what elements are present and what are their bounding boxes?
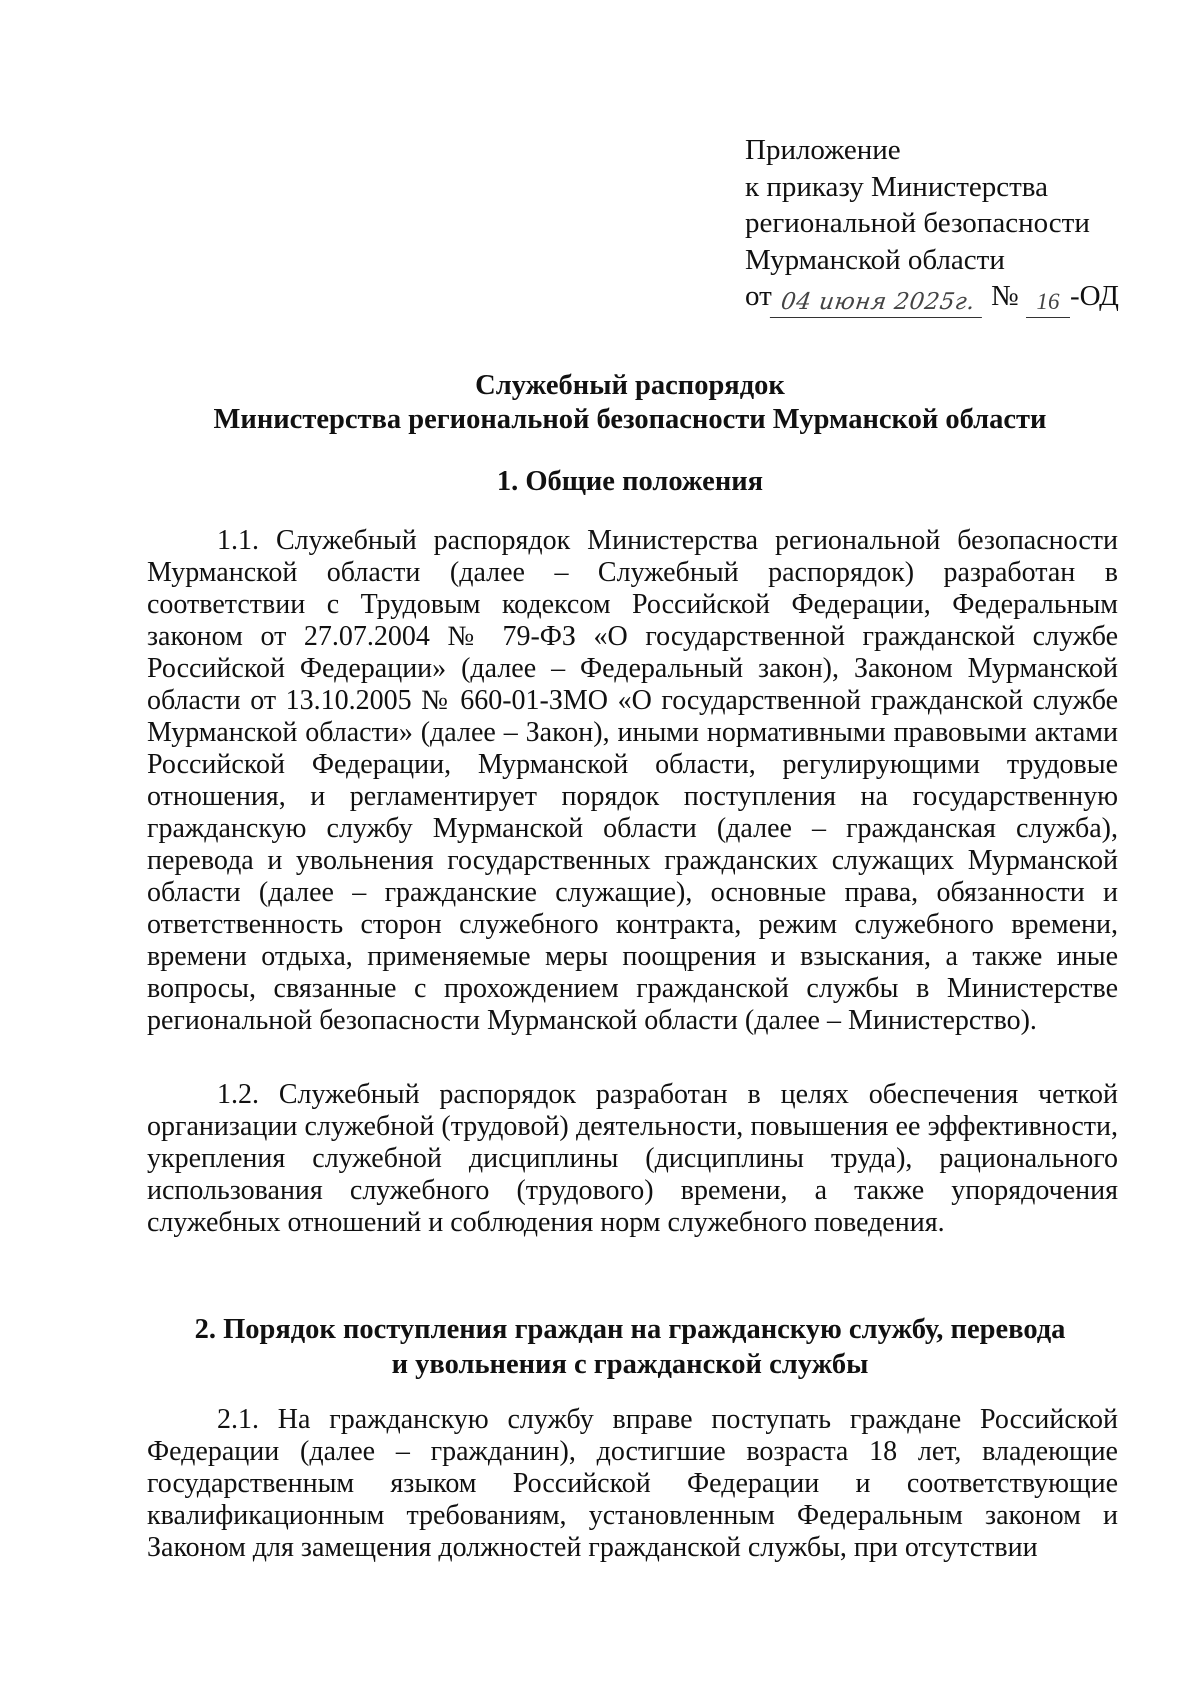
section-1-heading: 1. Общие положения — [496, 466, 764, 497]
section-2-heading-line-1: 2. Порядок поступления граждан на гражданскую службу, перевода — [194, 1314, 1066, 1345]
appendix-line-4: Мурманской области — [745, 243, 1005, 276]
appendix-line-1: Приложение — [745, 134, 901, 166]
document-title — [140, 369, 1120, 437]
appendix-block — [745, 132, 1165, 318]
paragraph-2-1 — [147, 1404, 1118, 1564]
handwritten-number: 16 — [1026, 287, 1070, 318]
paragraph-1-2 — [147, 1079, 1118, 1239]
appendix-line-3: региональной безопасности — [745, 207, 1090, 239]
date-prefix: от — [745, 280, 772, 312]
title-line-1: Служебный распорядок — [475, 370, 785, 401]
paragraph-2-1-text: 2.1. На гражданскую службу вправе поступать граждане Российской Федерации (далее – гражданин), достигшие возраста 18 лет, владеющие государственным языком Российской Федерации и соответствующие квалификационным требованиям, установленным Федеральным законом и Законом для замещения должностей гражданской службы, при отсутствии — [147, 1404, 1118, 1563]
appendix-line-2: к приказу Министерства — [745, 170, 1048, 203]
number-suffix: -ОД — [1069, 280, 1119, 312]
paragraph-1-1-text: 1.1. Служебный распорядок Министерства региональной безопасности Мурманской области (далее – Служебный распорядок) разработан в соответствии с Трудовым кодексом Российской Федерации, Федеральным законом от 27.07.2004 № 79-ФЗ «О государственной гражданской службе Российской Федерации» (далее – Федеральный закон), Законом Мурманской области от 13.10.2005 № 660-01-ЗМО «О государственной гражданской службе Мурманской области» (далее – Закон), иными нормативными правовыми актами Российской Федерации, Мурманской области, регулирующими трудовые отношения, и регламентирует порядок поступления на государственную гражданскую службу Мурманской области (далее – гражданская служба), перевода и увольнения государственных гражданских служащих Мурманской области (далее – гражданские служащие), основные права, обязанности и ответственность сторон служебного контракта, режим служебного времени, времени отдыха, применяемые меры поощрения и взыскания, а также иные вопросы, связанные с прохождением гражданской службы в Министерстве региональной безопасности Мурманской области (далее – Министерство). — [147, 525, 1118, 1036]
title-line-2: Министерства региональной безопасности Мурманской области — [213, 404, 1047, 435]
section-2-heading — [140, 1312, 1120, 1382]
paragraph-1-1 — [147, 525, 1118, 1037]
appendix-date-line — [745, 278, 1165, 318]
handwritten-date: 04 июня 2025г. — [770, 287, 986, 318]
section-2-heading-line-2: и увольнения с гражданской службы — [391, 1349, 869, 1380]
paragraph-1-2-text: 1.2. Служебный распорядок разработан в целях обеспечения четкой организации служебной (трудовой) деятельности, повышения ее эффективности, укрепления служебной дисциплины (дисциплины труда), рационального использования служебного (трудового) времени, а также упорядочения служебных отношений и соблюдения норм служебного поведения. — [147, 1079, 1118, 1238]
number-label: № — [991, 280, 1019, 312]
